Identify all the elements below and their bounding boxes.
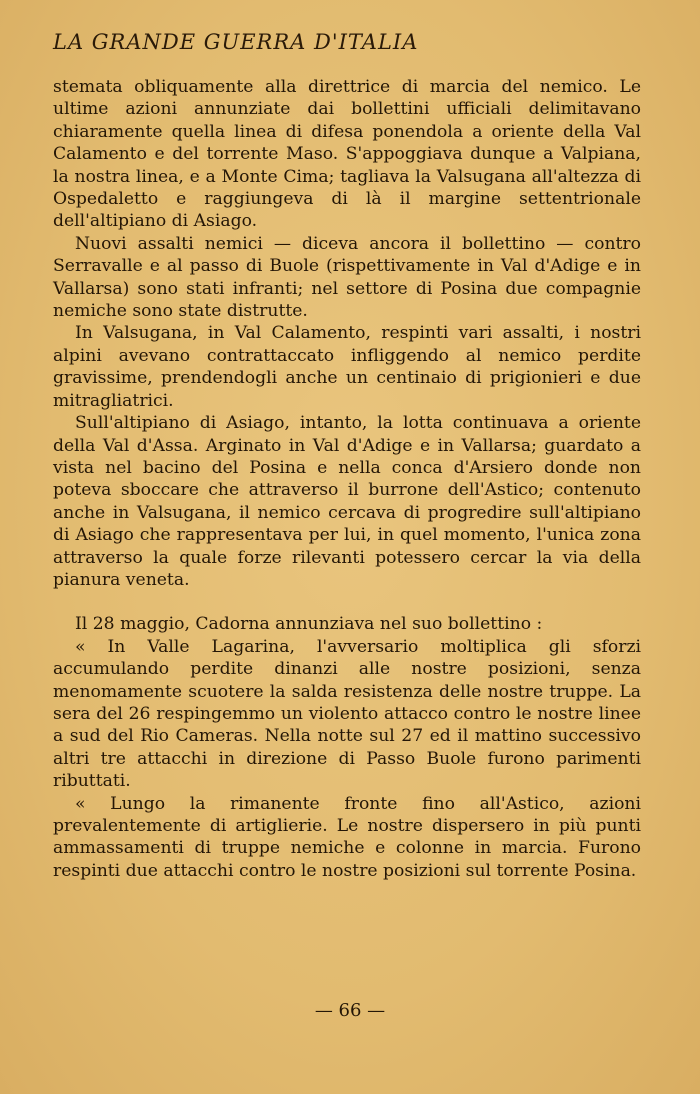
- body-text: [53, 76, 641, 882]
- paragraph-2: Nuovi assalti nemici — diceva ancora il bollettino — contro Serravalle e al passo di Buole (rispettivamente in Val d'Adige e in Vallarsa) sono stati infranti; nel settore di Posina due compagnie nemiche sono state distrutte.: [53, 233, 641, 322]
- paragraph-5: Il 28 maggio, Cadorna annunziava nel suo bollettino :: [75, 614, 543, 635]
- paragraph-1: stemata obliquamente alla direttrice di marcia del nemico. Le ultime azioni annunziate dai bollettini ufficiali delimitavano chiaramente quella linea di difesa ponendola a oriente della Val Calamento e del torrente Maso. S'appoggiava dunque a Valpiana, la nostra linea, e a Monte Cima; tagliava la Valsugana all'altezza di Ospedaletto e raggiungeva di là il margine settentrionale dell'altipiano di Asiago.: [53, 77, 641, 232]
- paragraph-6: « In Valle Lagarina, l'avversario moltiplica gli sforzi accumulando perdite dinanzi alle nostre posizioni, senza menomamente scuotere la salda resistenza delle nostre truppe. La sera del 26 respingemmo un violento attacco contro le nostre linee a sud del Rio Cameras. Nella notte sul 27 ed il mattino successivo altri tre attacchi in direzione di Passo Buole furono parimenti ributtati.: [53, 636, 641, 792]
- paragraph-4: Sull'altipiano di Asiago, intanto, la lotta continuava a oriente della Val d'Assa. Arginato in Val d'Adige e in Vallarsa; guardato a vista nel bacino del Posina e nella conca d'Arsiero donde non poteva sboccare che attraverso il burrone dell'Astico; contenuto anche in Valsugana, il nemico cercava di progredire sull'altipiano di Asiago che rappresentava per lui, in quel momento, l'unica zona attraverso la quale forze rilevanti potessero cercar la via della pianura veneta.: [53, 413, 641, 590]
- paragraph-3: In Valsugana, in Val Calamento, respinti vari assalti, i nostri alpini avevano contrattaccato infliggendo al nemico perdite gravissime, prendendogli anche un centinaio di prigionieri e due mitragliatrici.: [53, 323, 641, 411]
- running-head: LA GRANDE GUERRA D'ITALIA: [53, 30, 419, 54]
- page-number: — 66 —: [314, 1000, 386, 1021]
- paragraph-7: « Lungo la rimanente fronte fino all'Astico, azioni prevalentemente di artiglierie. Le nostre dispersero in più punti ammassamenti di truppe nemiche e colonne in marcia. Furono respinti due attacchi contro le nostre posizioni sul torrente Posina.: [53, 793, 641, 881]
